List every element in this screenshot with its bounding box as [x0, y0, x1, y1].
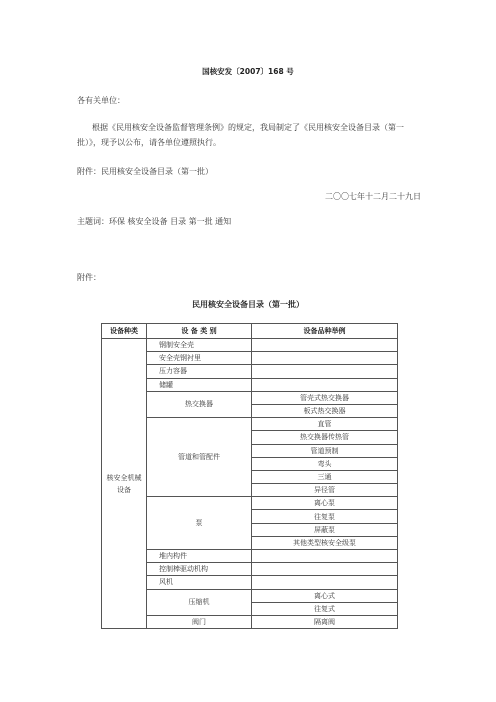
type-cell: 堆内构件 — [147, 550, 252, 563]
example-cell: 异径管 — [252, 484, 398, 497]
type-cell: 热交换器 — [147, 391, 252, 417]
header-category: 设备种类 — [102, 324, 147, 339]
example-cell: 往复式 — [252, 602, 398, 615]
type-cell: 管道和管配件 — [147, 418, 252, 497]
example-cell — [252, 339, 398, 352]
example-cell: 热交换器传热管 — [252, 431, 398, 444]
table-row — [102, 615, 398, 628]
table-header-row — [102, 324, 398, 339]
example-cell — [252, 576, 398, 589]
example-cell: 其他类型核安全级泵 — [252, 536, 398, 549]
table-row — [102, 391, 398, 404]
example-cell — [252, 563, 398, 576]
example-cell: 直管 — [252, 418, 398, 431]
table-row — [102, 589, 398, 602]
type-cell: 压缩机 — [147, 589, 252, 615]
type-cell: 压力容器 — [147, 365, 252, 378]
type-cell: 钢制安全壳 — [147, 339, 252, 352]
table-row — [102, 339, 398, 352]
subject-keywords: 主题词：环保 核安全设备 目录 第一批 通知 — [77, 217, 232, 226]
example-cell — [252, 365, 398, 378]
type-cell: 控制棒驱动机构 — [147, 563, 252, 576]
header-type: 设 备 类 别 — [147, 324, 252, 339]
table-title: 民用核安全设备目录（第一批） — [192, 300, 304, 309]
table-row — [102, 378, 398, 391]
table-row — [102, 563, 398, 576]
table-row — [102, 418, 398, 431]
example-cell: 管道预制 — [252, 444, 398, 457]
example-cell: 屏蔽泵 — [252, 523, 398, 536]
type-cell: 安全壳钢衬里 — [147, 352, 252, 365]
example-cell: 离心式 — [252, 589, 398, 602]
table-row — [102, 497, 398, 510]
table-row — [102, 576, 398, 589]
table-row — [102, 365, 398, 378]
type-cell: 储罐 — [147, 378, 252, 391]
example-cell: 板式热交换器 — [252, 404, 398, 417]
table-row — [102, 352, 398, 365]
category-cell — [102, 339, 147, 629]
attachment-label: 附件： — [77, 273, 101, 282]
body-paragraph: 根据《民用核安全设备监督管理条例》的规定，我局制定了《民用核安全设备目录（第一批）》，现予以公布，请各单位遵照执行。 — [77, 123, 404, 147]
document-number: 国核安发〔2007〕168 号 — [202, 67, 294, 76]
type-cell: 泵 — [147, 497, 252, 550]
issue-date: 二〇〇七年十二月二十九日 — [325, 192, 421, 201]
category-label: 核安全机械设备 — [106, 473, 142, 494]
example-cell: 隔离阀 — [252, 615, 398, 628]
example-cell: 往复泵 — [252, 510, 398, 523]
table-row — [102, 550, 398, 563]
type-cell: 阀门 — [147, 615, 252, 628]
header-examples: 设备品种举例 — [252, 324, 398, 339]
type-cell: 风机 — [147, 576, 252, 589]
example-cell: 管壳式热交换器 — [252, 391, 398, 404]
example-cell — [252, 352, 398, 365]
greeting: 各有关单位： — [77, 96, 125, 105]
example-cell: 离心泵 — [252, 497, 398, 510]
equipment-catalog-table — [101, 323, 398, 629]
example-cell — [252, 378, 398, 391]
example-cell: 三通 — [252, 470, 398, 483]
example-cell — [252, 550, 398, 563]
example-cell: 弯头 — [252, 457, 398, 470]
attachment-line: 附件：民用核安全设备目录（第一批） — [77, 167, 213, 176]
